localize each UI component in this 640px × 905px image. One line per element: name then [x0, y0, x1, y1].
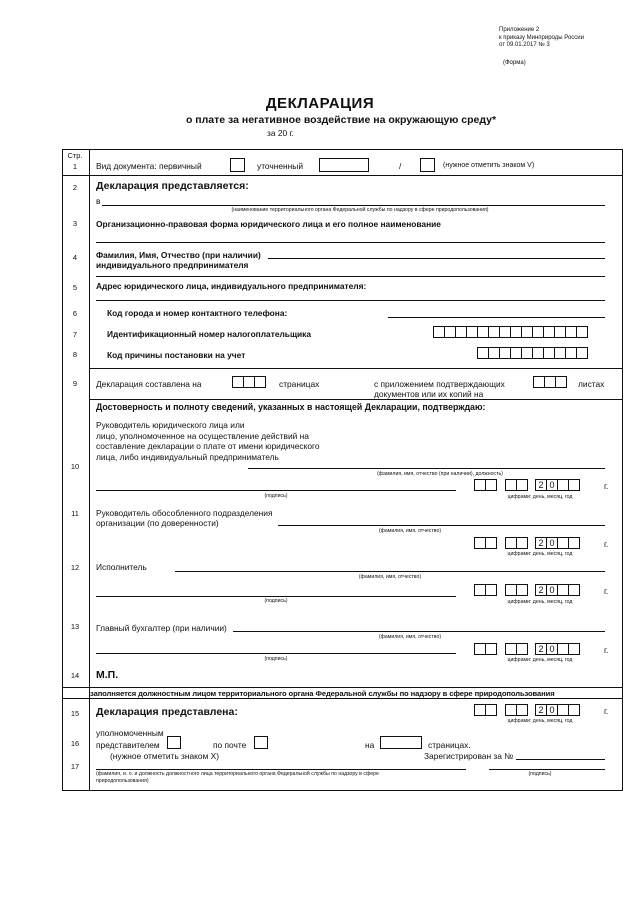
manager-line-2: лицо, уполномоченное на осуществление действий на — [96, 430, 309, 441]
accountant-date-caption: цифрами: день, месяц, год — [507, 657, 573, 663]
chief-accountant-fio-field[interactable] — [233, 631, 605, 632]
attachments-label-2: документов или их копий на — [374, 389, 484, 399]
branch-date-caption: цифрами: день, месяц, год — [507, 551, 573, 557]
inn-label: Идентификационный номер налогоплательщика — [107, 329, 312, 339]
address-label: Адрес юридического лица, индивидуального предпринимателя: — [96, 281, 367, 291]
sheets-count-field[interactable] — [533, 376, 566, 388]
representative-label: представителем — [96, 740, 160, 750]
row-number: 4 — [72, 253, 78, 262]
year-digit: 2 — [535, 584, 547, 596]
address-field[interactable] — [96, 300, 605, 301]
seal-place: М.П. — [96, 669, 119, 681]
chief-accountant-signature-field[interactable] — [96, 653, 456, 654]
executor-fio-field[interactable] — [175, 571, 605, 572]
presented-to-heading: Декларация представляется: — [96, 180, 249, 192]
executor-month-field[interactable] — [505, 584, 527, 596]
by-mail-checkbox[interactable] — [254, 736, 268, 749]
year-suffix: г. — [604, 539, 609, 549]
executor-fio-caption: (фамилия, имя, отчество) — [358, 574, 422, 580]
accountant-day-field[interactable] — [474, 643, 496, 655]
executor-year-field[interactable] — [535, 584, 579, 596]
manager-signature-caption: (подпись) — [264, 493, 288, 499]
registration-number-field[interactable] — [516, 759, 605, 760]
row-number: 13 — [70, 622, 80, 631]
declaration-year: за 20 г. — [267, 128, 294, 138]
manager-day-field[interactable] — [474, 479, 496, 491]
presented-year-field[interactable] — [535, 704, 579, 716]
refined-checkbox[interactable] — [420, 158, 435, 172]
phone-field[interactable] — [388, 317, 605, 318]
entrepreneur-name-label: Фамилия, Имя, Отчество (при наличии) — [96, 250, 261, 260]
row-number: 14 — [70, 671, 80, 680]
primary-checkbox[interactable] — [230, 158, 245, 172]
official-signature-field[interactable] — [489, 769, 605, 770]
branch-month-field[interactable] — [505, 537, 527, 549]
official-caption-1: (фамилия, и. о. и должность должностного лица территориального органа Федеральной службы по надзору в сфере — [96, 771, 379, 777]
row-number: 7 — [72, 330, 78, 339]
branch-manager-label: Руководитель обособленного подразделения — [96, 508, 273, 518]
kpp-label: Код причины постановки на учет — [107, 350, 246, 360]
year-suffix: г. — [604, 481, 609, 491]
row-number: 8 — [72, 350, 78, 359]
sheets-label: листах — [578, 379, 605, 389]
row-number: 5 — [72, 283, 78, 292]
order-ministry: к приказу Минприроды России — [499, 34, 585, 41]
manager-year-field[interactable] — [535, 479, 579, 491]
page-subtitle: о плате за негативное воздействие на окружающую среду* — [185, 114, 497, 126]
mark-x-note: (нужное отметить знаком Х) — [110, 751, 220, 761]
official-caption-2: природопользования) — [96, 778, 149, 784]
manager-line-1: Руководитель юридического лица или — [96, 420, 245, 430]
authority-name-field[interactable] — [102, 205, 605, 206]
authority-caption: (наименование территориального органа Федеральной службы по надзору в сфере природопользования) — [231, 207, 489, 213]
branch-manager-fio-field[interactable] — [278, 525, 605, 526]
doc-type-label: Вид документа: первичный — [96, 161, 202, 171]
year-suffix: г. — [604, 645, 609, 655]
executor-label: Исполнитель — [96, 562, 147, 572]
row-number: 11 — [71, 509, 79, 518]
row-number: 1 — [72, 162, 78, 171]
manager-signature-field[interactable] — [96, 490, 456, 491]
year-digit: 0 — [546, 704, 558, 716]
attachments-label: с приложением подтверждающих — [374, 379, 505, 389]
branch-day-field[interactable] — [474, 537, 496, 549]
presented-pages-field[interactable] — [380, 736, 422, 749]
year-digit: 2 — [535, 643, 547, 655]
row-number: 16 — [70, 739, 80, 748]
page-title: ДЕКЛАРАЦИЯ — [265, 95, 375, 112]
row-number: 9 — [72, 379, 78, 388]
presented-heading: Декларация представлена: — [96, 706, 238, 718]
legal-form-label: Организационно-правовая форма юридического лица и его полное наименование — [96, 219, 441, 229]
presented-day-field[interactable] — [474, 704, 496, 716]
manager-month-field[interactable] — [505, 479, 527, 491]
executor-signature-field[interactable] — [96, 596, 456, 597]
row-number: 17 — [70, 762, 80, 771]
manager-description — [96, 420, 320, 462]
branch-manager-fio-caption: (фамилия, имя, отчество) — [378, 528, 442, 534]
year-digit: 0 — [546, 643, 558, 655]
official-caption — [96, 771, 476, 785]
executor-date-caption: цифрами: день, месяц, год — [507, 599, 573, 605]
accountant-year-field[interactable] — [535, 643, 579, 655]
chief-accountant-label: Главный бухгалтер (при наличии) — [96, 623, 227, 633]
manager-fio-caption: (фамилия, имя, отчество (при наличии), должность) — [377, 471, 503, 477]
order-reference — [499, 27, 584, 50]
year-suffix: г. — [604, 586, 609, 596]
official-fio-field[interactable] — [96, 769, 466, 770]
year-digit: 0 — [546, 584, 558, 596]
representative-checkbox[interactable] — [167, 736, 181, 749]
manager-date-caption: цифрами: день, месяц, год — [507, 494, 573, 500]
year-digit: 2 — [535, 479, 547, 491]
official-signature-caption: (подпись) — [528, 771, 552, 777]
row-number: 12 — [70, 563, 80, 572]
refined-number-field[interactable] — [319, 158, 369, 172]
order-appendix: Приложение 2 — [499, 27, 540, 33]
manager-line-4: лица, либо индивидуальный предприниматель — [96, 451, 279, 462]
composed-on-label: Декларация составлена на — [96, 379, 202, 389]
accountant-month-field[interactable] — [505, 643, 527, 655]
column-header-row: Стр. — [67, 151, 83, 160]
pages-label: страницах — [279, 379, 320, 389]
executor-signature-caption: (подпись) — [264, 598, 288, 604]
chief-accountant-signature-caption: (подпись) — [264, 656, 288, 662]
legal-form-field[interactable] — [96, 242, 605, 243]
kpp-field[interactable] — [477, 347, 587, 359]
official-band: заполняется должностным лицом территориального органа Федеральной службы по надзору в сфере природопользования — [90, 689, 555, 698]
mark-v-note: (нужное отметить знаком V) — [443, 162, 535, 169]
chief-accountant-fio-caption: (фамилия, имя, отчество) — [378, 634, 442, 640]
presented-month-field[interactable] — [505, 704, 527, 716]
executor-day-field[interactable] — [474, 584, 496, 596]
phone-label: Код города и номер контактного телефона: — [107, 308, 288, 318]
branch-manager-label-2: организации (по доверенности) — [96, 518, 219, 528]
branch-year-field[interactable] — [535, 537, 579, 549]
row-number: 3 — [72, 219, 78, 228]
row-number: 6 — [72, 309, 78, 318]
manager-line-3: составление декларации о плате от имени юридического — [96, 441, 320, 451]
presented-to-prefix: в — [96, 196, 101, 206]
year-digit: 0 — [546, 479, 558, 491]
entrepreneur-label: индивидуального предпринимателя — [96, 260, 249, 270]
row-number: 2 — [72, 183, 78, 192]
entrepreneur-name-field[interactable] — [268, 258, 605, 259]
year-digit: 2 — [535, 537, 547, 549]
year-suffix: г. — [604, 706, 609, 716]
registered-label: Зарегистрирован за № — [424, 751, 514, 761]
authorized-label: уполномоченным — [96, 728, 164, 738]
year-digit: 2 — [535, 704, 547, 716]
on-label: на — [365, 740, 375, 750]
order-date-number: от 09.01.2017 № 3 — [499, 42, 550, 48]
presented-pages-label: страницах. — [428, 740, 471, 750]
row-number: 15 — [70, 709, 80, 718]
inn-field[interactable] — [433, 326, 587, 338]
form-label: (Форма) — [503, 60, 526, 66]
confirm-heading: Достоверность и полноту сведений, указанных в настоящей Декларации, подтверждаю: — [96, 402, 486, 412]
refined-label: уточненный — [257, 161, 303, 171]
presented-date-caption: цифрами: день, месяц, год — [507, 718, 573, 724]
row-number: 10 — [70, 462, 80, 471]
manager-fio-field[interactable] — [248, 468, 605, 469]
by-mail-label: по почте — [213, 740, 247, 750]
pages-count-field[interactable] — [232, 376, 265, 388]
slash-separator: / — [399, 161, 402, 171]
year-digit: 0 — [546, 537, 558, 549]
